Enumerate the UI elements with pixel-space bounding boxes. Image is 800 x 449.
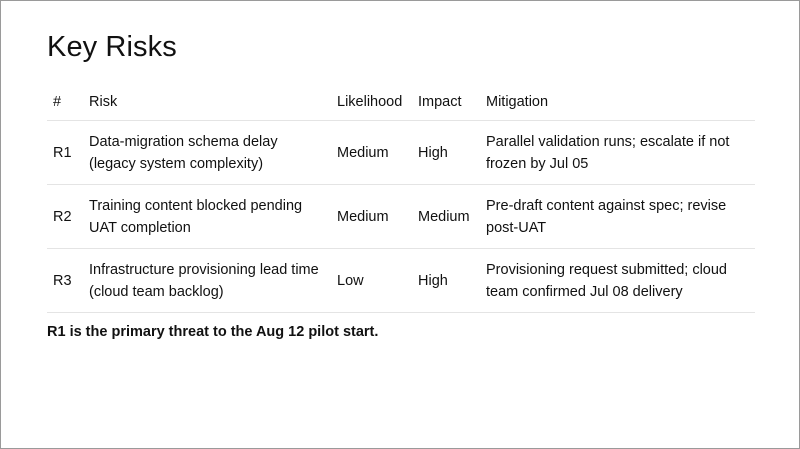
risk-description-cell: Training content blocked pending UAT completion bbox=[83, 185, 331, 249]
impact-cell: Medium bbox=[412, 185, 480, 249]
header-id: # bbox=[47, 83, 83, 121]
impact-cell: High bbox=[412, 121, 480, 185]
likelihood-cell: Low bbox=[331, 249, 412, 313]
risk-id-cell: R1 bbox=[47, 121, 83, 185]
table-header-row bbox=[47, 83, 755, 121]
header-risk: Risk bbox=[83, 83, 331, 121]
impact-cell: High bbox=[412, 249, 480, 313]
header-likelihood: Likelihood bbox=[331, 83, 412, 121]
likelihood-cell: Medium bbox=[331, 121, 412, 185]
slide-title: Key Risks bbox=[47, 31, 177, 63]
slide-footnote: R1 is the primary threat to the Aug 12 pilot start. bbox=[47, 324, 379, 340]
risk-id-cell: R3 bbox=[47, 249, 83, 313]
mitigation-cell: Provisioning request submitted; cloud team confirmed Jul 08 delivery bbox=[480, 249, 755, 313]
risks-table bbox=[47, 83, 755, 313]
mitigation-cell: Parallel validation runs; escalate if not frozen by Jul 05 bbox=[480, 121, 755, 185]
table-row bbox=[47, 121, 755, 185]
header-impact: Impact bbox=[412, 83, 480, 121]
risk-description-cell: Infrastructure provisioning lead time (cloud team backlog) bbox=[83, 249, 331, 313]
risk-id-cell: R2 bbox=[47, 185, 83, 249]
likelihood-cell: Medium bbox=[331, 185, 412, 249]
header-mitigation: Mitigation bbox=[480, 83, 755, 121]
table-row bbox=[47, 249, 755, 313]
table-row bbox=[47, 185, 755, 249]
risk-description-cell: Data-migration schema delay (legacy system complexity) bbox=[83, 121, 331, 185]
mitigation-cell: Pre-draft content against spec; revise post-UAT bbox=[480, 185, 755, 249]
